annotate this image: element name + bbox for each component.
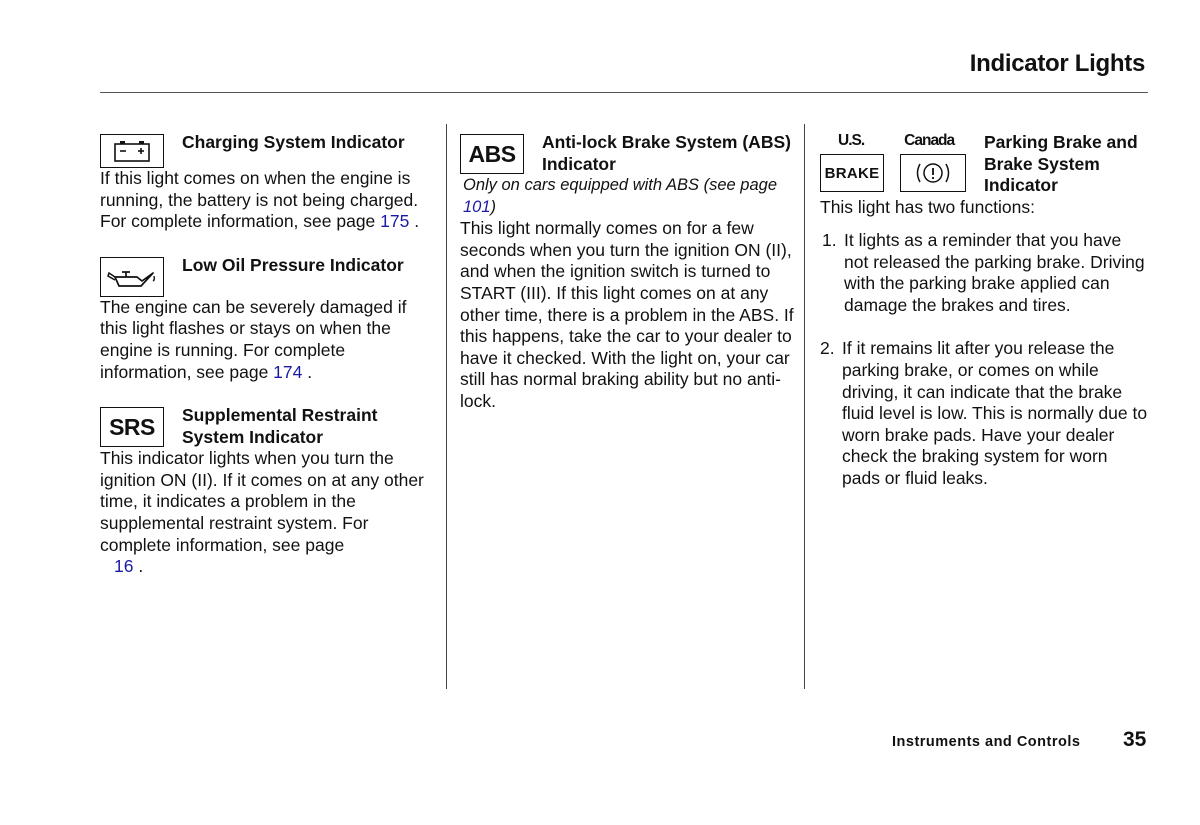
- canada-label: Canada: [904, 132, 955, 149]
- us-label: U.S.: [838, 132, 865, 149]
- srs-section: [100, 405, 435, 578]
- column-left: [100, 132, 435, 578]
- charging-system-title: Charging System Indicator: [182, 132, 405, 152]
- abs-section: [460, 132, 795, 413]
- column-divider: [804, 124, 805, 689]
- page-number: 35: [1123, 728, 1147, 751]
- low-oil-pressure-section: [100, 255, 435, 383]
- low-oil-pressure-title: Low Oil Pressure Indicator: [182, 254, 404, 275]
- page-link-174[interactable]: 174: [273, 361, 303, 382]
- brake-intro: This light has two functions:: [820, 196, 1035, 217]
- page-link-101[interactable]: 101: [463, 197, 491, 216]
- page-link-175[interactable]: 175: [380, 211, 410, 232]
- parking-brake-title: Parking Brake and Brake System Indicator: [984, 132, 1138, 195]
- brake-us-icon: BRAKE: [820, 154, 884, 192]
- brake-icons: [820, 132, 966, 192]
- column-right: [820, 132, 1150, 490]
- low-oil-pressure-text: The engine can be severely damaged if this light flashes or stays on when the engine is running. For complete information, see page 174 .: [100, 296, 407, 382]
- srs-icon: SRS: [100, 407, 164, 447]
- page-link-16[interactable]: 16: [114, 556, 134, 577]
- srs-title: Supplemental Restraint System Indicator: [182, 405, 378, 447]
- title-divider: [100, 92, 1148, 93]
- abs-title: Anti-lock Brake System (ABS) Indicator: [542, 132, 791, 174]
- page-title: Indicator Lights: [969, 50, 1145, 77]
- section-label: Instruments and Controls: [892, 734, 1081, 750]
- battery-icon: [100, 134, 164, 168]
- charging-system-section: [100, 132, 435, 233]
- brake-functions-list: [820, 230, 1150, 490]
- srs-text: This indicator lights when you turn the ignition ON (II). If it comes on at any other time, it indicates a problem in the supplemental restraint system. For complete information, see page 16 .: [100, 448, 424, 577]
- list-item: 2. If it remains lit after you release the parking brake, or comes on while driving, it can indicate that the brake fluid level is low. This is normally due to worn brake pads. Have your dealer check the braking system for worn pads or fluid leaks.: [820, 338, 1148, 489]
- abs-text: This light normally comes on for a few seconds when you turn the ignition ON (II), and when the ignition switch is turned to START (III). If this light comes on at any other time, there is a problem in the ABS. If this happens, take the car to your dealer to have it checked. With the light on, your car still has normal braking ability but no anti-lock.: [460, 218, 794, 411]
- brake-warning-icon: [900, 154, 966, 192]
- charging-system-text: If this light comes on when the engine is running, the battery is not being charged. For complete information, see page 175 .: [100, 168, 420, 232]
- column-divider: [446, 124, 447, 689]
- parking-brake-section: [820, 132, 1150, 490]
- abs-availability-note: Only on cars equipped with ABS (see page 101): [463, 176, 777, 216]
- abs-icon: ABS: [460, 134, 524, 174]
- column-middle: [460, 132, 795, 413]
- list-item: 1. It lights as a reminder that you have not released the parking brake. Driving with the parking brake applied can damage the brakes and tires.: [822, 230, 1145, 315]
- oil-can-icon: [100, 257, 164, 297]
